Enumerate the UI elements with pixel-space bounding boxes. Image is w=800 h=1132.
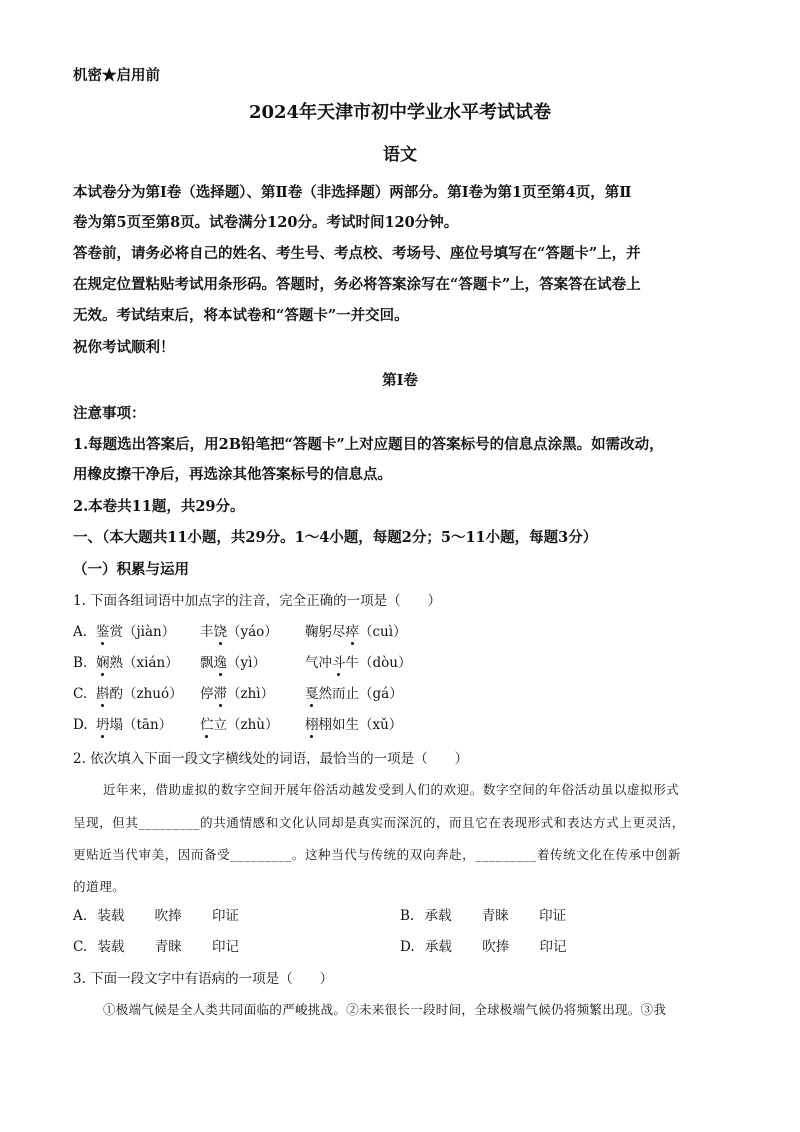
subject-title: 语文 [383,145,417,165]
option-word [305,653,411,673]
option-word [200,653,266,673]
word-part: 牛（dòu） [345,655,412,671]
intro-line: 答卷前，请务必将自己的姓名、考生号、考点校、考场号、座位号填写在“答题卡”上，并 [73,245,641,262]
option-label: C. [73,939,88,955]
option-label: D. [400,939,415,955]
option-word [96,684,183,704]
intro-line: 卷为第5页至第8页。试卷满分120分。考试时间120分钟。 [73,214,459,231]
notice-item: 2.本卷共11题，共29分。 [73,498,245,515]
option-label: A. [73,908,88,924]
option-word: 吹捧 [482,939,510,955]
dotted-char: 滞 [213,686,227,702]
option-b [400,906,566,926]
option-label: A. [73,624,88,640]
option-word [96,653,179,673]
word-part: 停 [200,686,214,702]
intro-line: 祝你考试顺利！ [73,339,175,356]
secret-mark: 机密★启用前 [73,67,160,84]
word-part: 塌（tān） [109,717,173,733]
option-word [200,622,278,642]
word-part: （yáo） [227,624,278,640]
word-part: 飘 [200,655,214,671]
dotted-char: 娴 [96,655,110,671]
dotted-char: 戛 [305,686,319,702]
dotted-char: 斗 [332,655,346,671]
notice-item: 1.每题选出答案后，用2B铅笔把“答题卡”上对应题目的答案标号的信息点涂黑。如需改动， [73,436,664,453]
dotted-char: 瘁 [345,624,359,640]
dotted-char: 饶 [213,624,227,640]
option-word: 承载 [424,908,452,924]
option-word [200,715,279,735]
question-stem: 1. 下面各组词语中加点字的注音，完全正确的一项是（ ） [73,593,442,609]
passage-line: 更贴近当代审美，因而备受_________。这种当代与传统的双向奔赴，_________着传统文化在传承中创新 [73,847,682,862]
option-word: 装载 [97,908,125,924]
option-label: B. [73,655,88,671]
option-label: B. [400,908,415,924]
option-word [305,715,402,735]
word-part: 立（zhù） [213,717,279,733]
word-part: 酌（zhuó） [109,686,183,702]
option-word [305,622,407,642]
word-part: （yì） [227,655,266,671]
word-part: （cuì） [359,624,407,640]
option-a [73,906,239,926]
option-word [305,684,403,704]
option-word: 承载 [424,939,452,955]
word-part: 气冲 [305,655,332,671]
dotted-char: 逸 [213,655,227,671]
intro-line: 在规定位置粘贴考试用条形码。答题时，务必将答案涂写在“答题卡”上，答案答在试卷上 [73,276,641,293]
question-stem: 2. 依次填入下面一段文字横线处的词语，最恰当的一项是（ ） [73,751,469,767]
option-c [73,937,239,957]
dotted-char: 坍 [96,717,110,733]
word-part: 丰 [200,624,214,640]
option-d [400,937,567,957]
passage-line: 呈现，但其_________的共通情感和文化认同却是真实而深沉的，而且它在表现形式和表达方式上更灵活， [73,815,685,830]
option-word: 印记 [212,939,240,955]
passage-line: 近年来，借助虚拟的数字空间开展年俗活动越发受到人们的欢迎。数字空间的年俗活动虽以虚拟形式 [103,782,680,797]
word-part: 鞠躬尽 [305,624,346,640]
word-part: （zhì） [227,686,275,702]
part-heading: 第Ⅰ卷 [382,372,418,389]
question-stem: 3. 下面一段文字中有语病的一项是（ ） [73,971,334,987]
option-word: 印记 [539,939,567,955]
option-word [96,715,172,735]
option-word [96,622,175,642]
dotted-char: 栩 [305,717,319,733]
option-word: 吹捧 [154,908,182,924]
word-part: 然而止（gá） [318,686,403,702]
option-word: 印证 [211,908,239,924]
option-word [200,684,274,704]
intro-line: 本试卷分为第Ⅰ卷（选择题）、第Ⅱ卷（非选择题）两部分。第Ⅰ卷为第1页至第4页，第Ⅱ [73,184,632,201]
option-label: C. [73,686,88,702]
option-word: 青睐 [154,939,182,955]
word-part: 熟（xián） [109,655,179,671]
dotted-char: 伫 [200,717,214,733]
option-word: 青睐 [481,908,509,924]
word-part: 赏（jiàn） [109,624,176,640]
dotted-char: 鉴 [96,624,110,640]
option-label: D. [73,717,88,733]
notice-heading: 注意事项： [73,405,146,422]
notice-item: 用橡皮擦干净后，再选涂其他答案标号的信息点。 [73,466,392,483]
section-heading: 一、（本大题共11小题，共29分。1～4小题，每题2分；5～11小题，每题3分） [73,529,598,546]
passage-line: ①极端气候是全人类共同面临的严峻挑战。②未来很长一段时间，全球极端气候仍将频繁出现。③我 [103,1002,667,1017]
subsection-heading: （一）积累与运用 [73,561,189,578]
exam-title: 2024年天津市初中学业水平考试试卷 [248,102,552,123]
option-word: 印证 [539,908,567,924]
dotted-char: 斟 [96,686,110,702]
word-part: 栩如生（xǔ） [318,717,403,733]
option-word: 装载 [97,939,125,955]
intro-line: 无效。考试结束后，将本试卷和“答题卡”一并交回。 [73,307,409,324]
passage-line: 的道理。 [73,879,126,894]
